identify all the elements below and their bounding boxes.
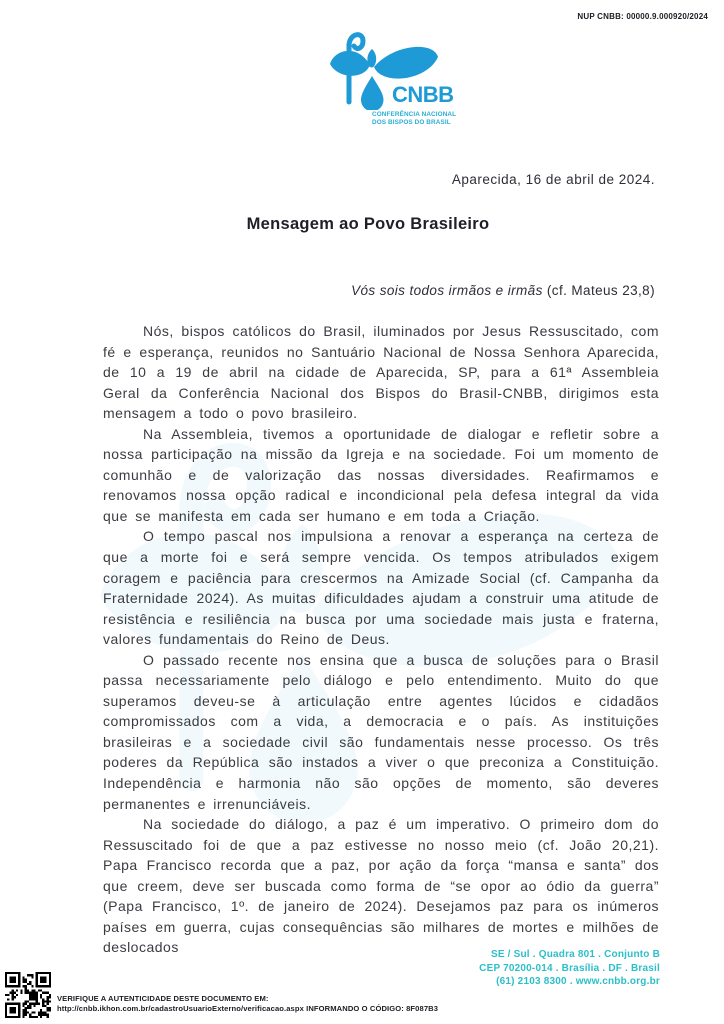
dateline: Aparecida, 16 de abril de 2024. [451, 172, 655, 187]
paragraph: Na Assembleia, tivemos a oportunidade de dialogar e refletir sobre a nossa participação na missão da Igreja e na sociedade. Foi um momento de comunhão e de valorização das nossas diversidades. Reafirmamos e renovamos nossa opção radical e incondicional pela defesa integral da vida que se manifesta em cada ser humano e em toda a Criação. [103, 425, 659, 524]
paragraph: Nós, bispos católicos do Brasil, iluminados por Jesus Ressuscitado, com fé e esperança, reunidos no Santuário Nacional de Nossa Senhora Aparecida, de 10 a 19 de abril na cidade de Aparecida, SP, para a 61ª Assembleia Geral da Conferência Nacional dos Bispos do Brasil-CNBB, dirigimos esta mensagem a todo o povo brasileiro. [103, 323, 659, 422]
letter-body [103, 321, 659, 958]
paragraph: Na sociedade do diálogo, a paz é um imperativo. O primeiro dom do Ressuscitado foi de que a paz estivesse no nosso meio (cf. João 20,21). Papa Francisco recorda que a paz, por ação da força “mansa e santa” dos que creem, deve ser buscada como forma de “se opor ao ódio da guerra” (Papa Francisco, 1º. de janeiro de 2024). Desejamos paz para os inúmeros países em guerra, cujas consequências são milhares de mortes e milhões de deslocados [103, 816, 659, 956]
paragraph: O tempo pascal nos impulsiona a renovar a esperança na certeza de que a morte foi e será sempre vencida. Os tempos atribulados exigem coragem e paciência para crescermos na Amizade Social (cf. Campanha da Fraternidade 2024). As muitas dificuldades ajudam a construir uma atitude de resistência e resiliência na busca por uma sociedade mais justa e fraterna, valores fundamentais do Reino de Deus. [103, 528, 659, 648]
cnbb-logo [330, 28, 455, 133]
verification-url-and-code: http://cnbb.ikhon.com.br/cadastroUsuarioExterno/verificacao.aspx INFORMANDO O CÓDIGO: 8F087B3 [57, 1004, 439, 1013]
epigraph [351, 283, 655, 298]
footer-address [479, 948, 660, 989]
footer-address-line3: (61) 2103 8300 . www.cnbb.org.br [496, 976, 660, 987]
verification-title: VERIFIQUE A AUTENTICIDADE DESTE DOCUMENTO EM: [57, 994, 269, 1003]
qr-code [5, 972, 51, 1018]
document-title: Mensagem ao Povo Brasileiro [246, 215, 490, 233]
epigraph-quote: Vós sois todos irmãos e irmãs [351, 283, 543, 298]
logo-subtitle-line2: DOS BISPOS DO BRASIL [372, 118, 451, 126]
footer-address-line2: CEP 70200-014 . Brasília . DF . Brasil [479, 962, 660, 974]
footer-address-line1: SE / Sul . Quadra 801 . Conjunto B [490, 949, 660, 960]
nup-protocol-number: NUP CNBB: 00000.9.000920/2024 [577, 12, 708, 21]
logo-subtitle [372, 111, 457, 126]
logo-acronym: CNBB [392, 82, 454, 107]
epigraph-reference: (cf. Mateus 23,8) [542, 283, 655, 298]
paragraph: O passado recente nos ensina que a busca de soluções para o Brasil passa necessariamente pelo diálogo e pelo entendimento. Muito do que superamos deveu-se à articulação entre agentes lúcidos e cidadãos compromissados com a vida, a democracia e o país. As instituições brasileiras e a sociedade civil são fundamentais nesse processo. Os três poderes da República são instados a viver o que preconiza a Constituição. Independência e harmonia não são opções de momento, são deveres permanentes e irrenunciáveis. [103, 651, 659, 812]
verification-notice [57, 994, 438, 1014]
logo-subtitle-line1: CONFERÊNCIA NACIONAL [372, 111, 457, 118]
